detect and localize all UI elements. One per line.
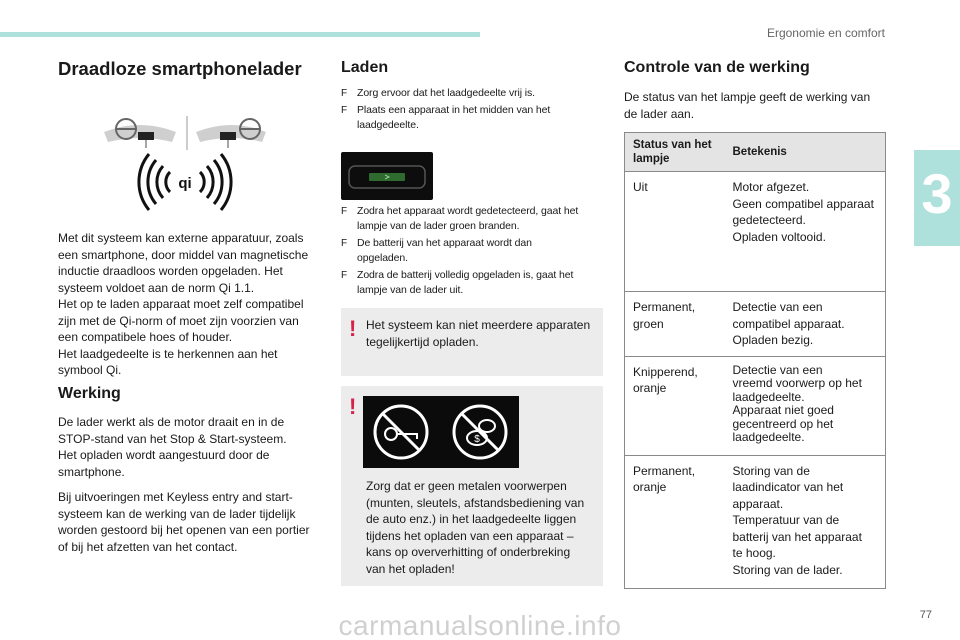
warning-icon: ! (349, 394, 357, 419)
table-header: Status van het lampje (625, 133, 725, 172)
bullet-marker: F (341, 88, 348, 99)
svg-text:qi: qi (178, 175, 192, 192)
list-item: F Zorg ervoor dat het laadgedeelte vrij is. (341, 87, 535, 99)
column-wireless-charger (58, 58, 322, 80)
table-row (625, 292, 886, 357)
table-cell-meaning: Detectie van een vreemd voorwerp op het laadgedeelte. Apparaat niet goed gecentreerd op het laadgedeelte. (725, 356, 886, 455)
status-table (624, 132, 886, 589)
chapter-tab (914, 150, 960, 246)
charger-location-illustration (100, 114, 270, 224)
table-cell-meaning: Detectie van een compatibel apparaat. Opladen bezig. (725, 292, 886, 357)
warning-text: Zorg dat er geen metalen voorwerpen (munten, sleutels, afstandsbediening van de auto enz.) in het laadgedeelte liggen tijdens het opladen van een apparaat – kans op oververhitting of onderbreking van het opladen! (366, 479, 585, 576)
operation-paragraph-1: De lader werkt als de motor draait en in de STOP-stand van het Stop & Start-systeem. Het opladen wordt aangestuurd door de smartphone. (58, 415, 287, 479)
table-cell-status: Permanent, groen (625, 292, 725, 357)
no-metal-objects-illustration (363, 396, 519, 468)
charging-steps-b (341, 204, 603, 298)
charger-pad-icon (341, 152, 433, 200)
operation-paragraph-2: Bij uitvoeringen met Keyless entry and start- systeem kan de werking van de lader tijdelijk worden gestoord bij het openen van een portier of bij het afzetten van het contact. (58, 490, 310, 554)
warning-icon: ! (349, 316, 357, 341)
no-key-icon (375, 406, 427, 458)
table-row (625, 356, 886, 455)
list-item: F Zodra de batterij volledig opgeladen is, gaat het lampje van de lader uit. (341, 269, 574, 296)
table-cell-status: Knipperend, oranje (625, 356, 725, 455)
table-cell-meaning: Motor afgezet. Geen compatibel apparaat gedetecteerd. Opladen voltooid. (725, 172, 886, 292)
charger-screen-illustration (341, 152, 433, 200)
bullet-marker: F (341, 206, 348, 217)
operation-heading: Werking (58, 385, 121, 402)
page-title: Draadloze smartphonelader (58, 58, 302, 79)
charging-steps-a (341, 86, 603, 133)
warning-text: Het systeem kan niet meerdere apparaten tegelijkertijd opladen. (366, 318, 591, 349)
table-row (625, 455, 886, 588)
operation-check-intro: De status van het lampje geeft de werking van de lader aan. (624, 90, 871, 121)
bullet-marker: F (341, 238, 348, 249)
column-charging (341, 58, 603, 135)
intro-text-block (58, 230, 322, 379)
column-operation-check (624, 58, 886, 122)
svg-text:$: $ (474, 434, 480, 445)
no-coins-icon (454, 406, 506, 458)
bullet-marker: F (341, 105, 348, 116)
page-number: 77 (919, 609, 932, 621)
qi-wireless-icon (139, 154, 231, 210)
charging-steps-b-block (341, 204, 603, 300)
table-cell-status: Uit (625, 172, 725, 292)
charging-heading: Laden (341, 59, 389, 76)
list-item: F Zodra het apparaat wordt gedetecteerd, gaat het lampje van de lader groen branden. (341, 205, 579, 232)
chapter-number: 3 (921, 162, 953, 225)
table-row (625, 172, 886, 292)
warning-box-multiple-devices (341, 308, 603, 376)
dashboard-right-icon (196, 119, 266, 148)
watermark: carmanualsonline.info (338, 610, 622, 640)
operation-section (58, 384, 322, 555)
header-accent-bar (0, 32, 480, 37)
section-title: Ergonomie en comfort (766, 26, 885, 40)
table-header-row (625, 133, 886, 172)
list-item: F Plaats een apparaat in het midden van het laadgedeelte. (341, 104, 551, 131)
operation-check-heading: Controle van de werking (624, 59, 810, 76)
table-cell-meaning: Storing van de laadindicator van het apparaat. Temperatuur van de batterij van het apparaat te hoog. Storing van de lader. (725, 455, 886, 588)
list-item: F De batterij van het apparaat wordt dan opgeladen. (341, 237, 532, 264)
table-cell-status: Permanent, oranje (625, 455, 725, 588)
bullet-marker: F (341, 270, 348, 281)
intro-paragraph: Met dit systeem kan externe apparatuur, zoals een smartphone, door middel van magnetische inductie draadloos worden opgeladen. Het systeem voldoet aan de norm Qi 1.1. Het op te laden apparaat moet zelf compatibel zijn met de Qi-norm of moet zijn voorzien van een compatibele hoes of houder. Het laadgedeelte is te herkennen aan het symbool Qi. (58, 231, 309, 377)
dashboard-left-icon (104, 119, 176, 148)
table-header: Betekenis (725, 133, 886, 172)
